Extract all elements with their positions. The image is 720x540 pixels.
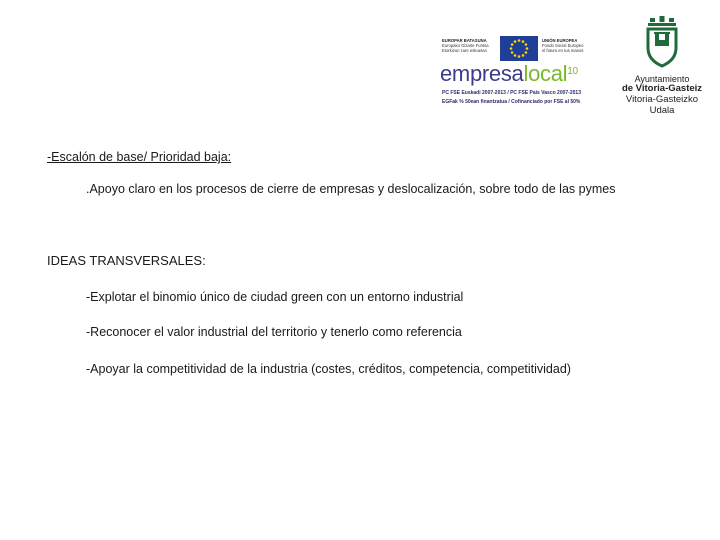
empresalocal-eu-logo xyxy=(438,34,610,112)
eu-footer-line-2: EGFak % 50ean finantzatua / Cofinanciado por FSE al 50% xyxy=(442,99,581,105)
transversal-item-1: -Explotar el binomio único de ciudad green con un entorno industrial xyxy=(86,290,464,304)
brand-number: 10 xyxy=(567,66,578,77)
eu-spanish-line-1: UNIÓN EUROPEA xyxy=(542,38,578,43)
transversal-item-3: -Apoyar la competitividad de la industria (costes, créditos, competencia, competitividad) xyxy=(86,362,571,376)
ayuntamiento-line-2: de Vitoria-Gasteiz xyxy=(621,83,703,94)
city-crest-icon xyxy=(642,16,682,68)
ayuntamiento-line-3: Vitoria-Gasteizko xyxy=(625,94,699,105)
brand-part-2: local xyxy=(523,61,568,86)
transversal-ideas-heading: IDEAS TRANSVERSALES: xyxy=(47,253,206,268)
eu-footer-line-1: PC FSE Euskadi 2007-2013 / PC FSE País Vasco 2007-2013 xyxy=(442,90,581,96)
eu-basque-line-2: Europako Gizarte Funtsa xyxy=(442,43,489,48)
priority-heading: -Escalón de base/ Prioridad baja: xyxy=(47,150,232,164)
eu-basque-text xyxy=(442,38,489,53)
eu-spanish-line-2: Fondo Social Europeo xyxy=(542,43,584,48)
brand-part-1: empresa xyxy=(440,61,524,86)
ayuntamiento-line-4: Udala xyxy=(649,105,675,116)
eu-spanish-text xyxy=(542,38,583,53)
ayuntamiento-logo xyxy=(620,16,704,118)
ayuntamiento-line-1: Ayuntamiento xyxy=(634,74,690,84)
eu-spanish-line-3: el futuro en tus manos xyxy=(542,48,584,53)
transversal-item-2: -Reconocer el valor industrial del territorio y tenerlo como referencia xyxy=(86,325,462,339)
eu-basque-line-3: Etorkizun zure eskuetan xyxy=(442,48,487,53)
eu-flag-icon xyxy=(500,36,538,61)
empresalocal-wordmark xyxy=(440,62,578,86)
priority-item: .Apoyo claro en los procesos de cierre de empresas y deslocalización, sobre todo de las pymes xyxy=(86,182,616,196)
eu-basque-line-1: EUROPAR BATASUNA xyxy=(442,38,487,43)
